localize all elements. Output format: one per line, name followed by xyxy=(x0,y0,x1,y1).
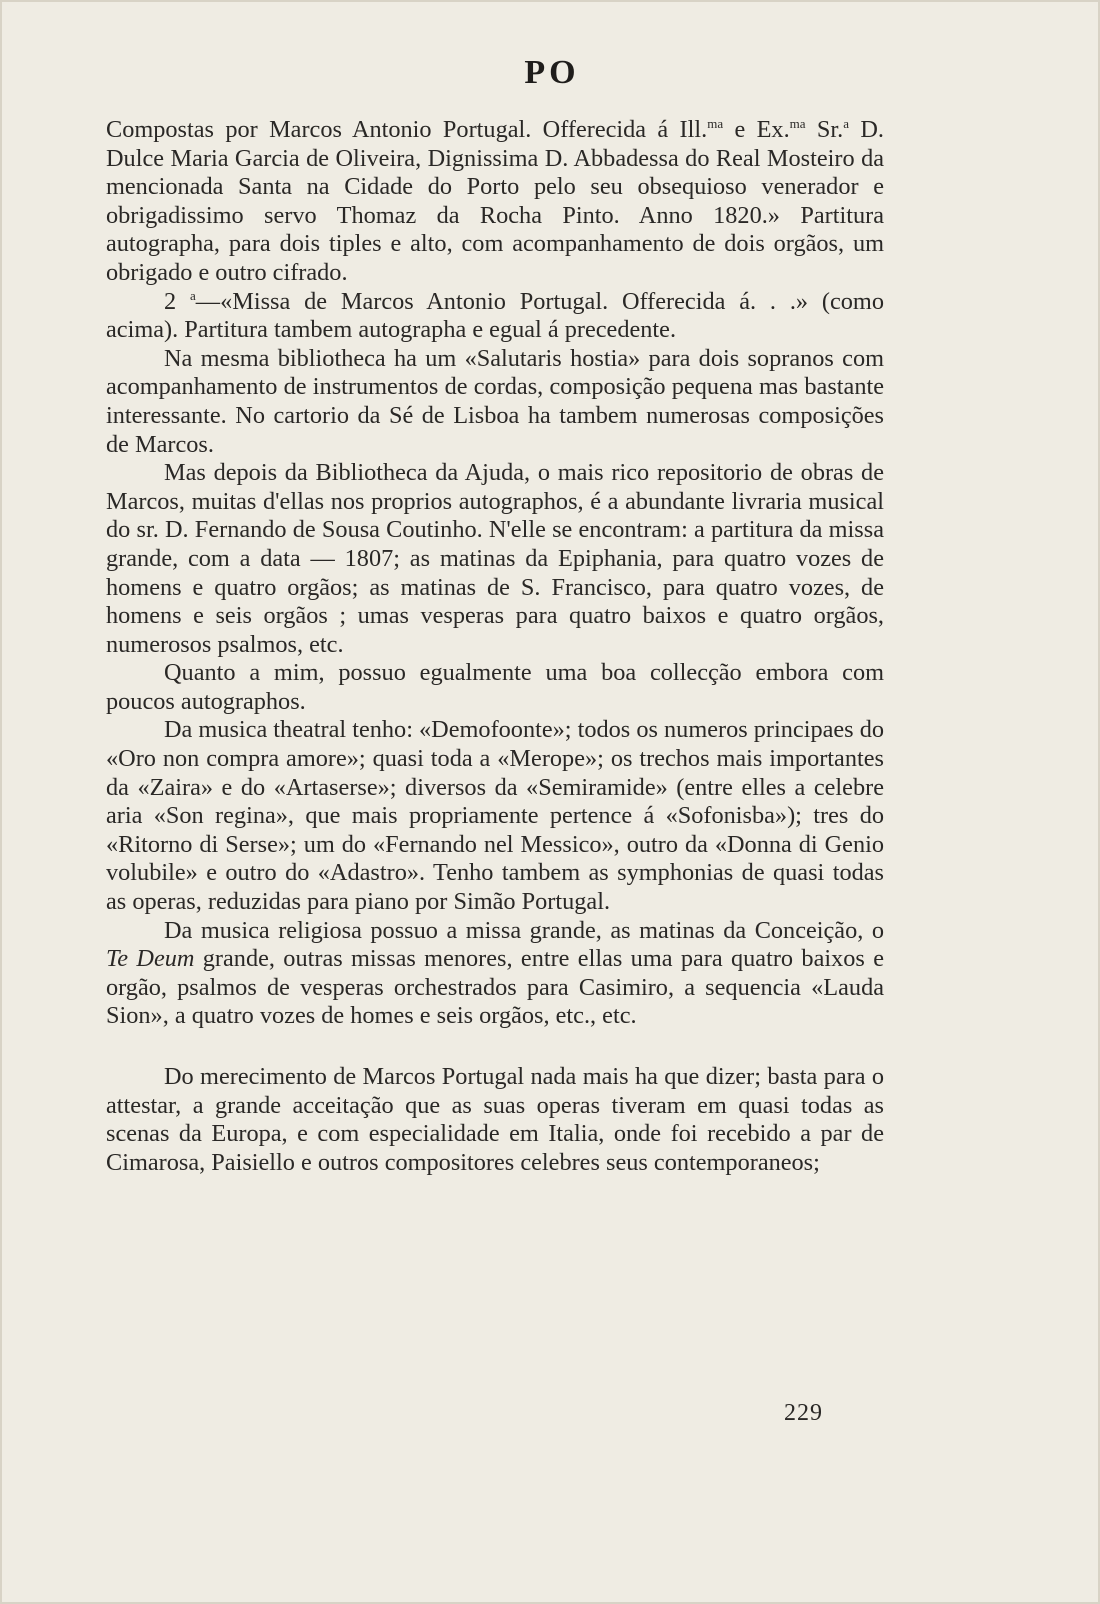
text-span: D. Dulce Maria Garcia de Oliveira, Dignissima D. Abbadessa do Real Mosteiro da mencionada Santa na Cidade do Porto pelo seu obsequioso venerador e obrigadissimo servo Thomaz da Rocha Pinto. Anno 1820.» Partitura autographa, para dois tiples e alto, com acompanhamento de dois orgãos, um obrigado e outro cifrado. xyxy=(106,116,884,286)
body-text xyxy=(106,116,884,1177)
text-span: grande, outras missas menores, entre ellas uma para quatro baixos e orgão, psalmos de vesperas orchestrados para Casimiro, a sequencia «Lauda Sion», a quatro vozes de homes e seis orgãos, etc., etc. xyxy=(106,945,884,1030)
paragraph-p6: Da musica theatral tenho: «Demofoonte»; todos os numeros principaes do «Oro non compra amore»; quasi toda a «Merope»; os trechos mais importantes da «Zaira» e do «Artaserse»; diversos da «Semiramide» (entre elles a celebre aria «Son regina», que mais propriamente pertence á «Sofonisba»); tres do «Ritorno di Serse»; um do «Fernando nel Messico», outro da «Donna di Genio volubile» e outro do «Adastro». Tenho tambem as symphonias de quasi todas as operas, reduzidas para piano por Simão Portugal. xyxy=(106,716,884,916)
paragraph-p7 xyxy=(106,917,884,1031)
superscript: ma xyxy=(789,116,806,131)
paragraph-p8: Do merecimento de Marcos Portugal nada mais ha que dizer; basta para o attestar, a grande acceitação que as suas operas tiveram em quasi todas as scenas da Europa, e com especialidade em Italia, onde foi recebido a par de Cimarosa, Paisiello e outros compositores celebres seus contemporaneos; xyxy=(106,1063,884,1176)
italic-title: Te Deum xyxy=(106,945,195,973)
superscript: a xyxy=(843,116,850,131)
running-head: PO xyxy=(524,54,580,91)
text-span: Sr. xyxy=(805,116,844,143)
page-number: 229 xyxy=(784,1400,823,1426)
text-span: Compostas por Marcos Antonio Portugal. Offerecida á Ill. xyxy=(106,116,708,143)
paragraph-p4: Mas depois da Bibliotheca da Ajuda, o mais rico repositorio de obras de Marcos, muitas d'ellas nos proprios autographos, é a abundante livraria musical do sr. D. Fernando de Sousa Coutinho. N'elle se encontram: a partitura da missa grande, com a data — 1807; as matinas da Epiphania, para quatro vozes de homens e quatro orgãos; as matinas de S. Francisco, para quatro vozes, de homens e seis orgãos ; umas vesperas para quatro baixos e quatro orgãos, numerosos psalmos, etc. xyxy=(106,459,884,658)
section-gap xyxy=(106,1031,884,1063)
text-span: Da musica religiosa possuo a missa grande, as matinas da Conceição, o xyxy=(164,916,884,944)
paragraph-p5: Quanto a mim, possuo egualmente uma boa collecção embora com poucos autographos. xyxy=(106,659,884,715)
text-span: —«Missa de Marcos Antonio Portugal. Offerecida á. . .» (como acima). Partitura tambem autographa e egual á precedente. xyxy=(106,287,884,344)
text-span: 2 xyxy=(164,287,190,315)
text-span: e Ex. xyxy=(723,116,790,143)
superscript: a xyxy=(190,287,196,303)
paragraph-p1 xyxy=(106,116,884,288)
paragraph-p2 xyxy=(106,288,884,345)
superscript: ma xyxy=(707,116,724,131)
paragraph-p3: Na mesma bibliotheca ha um «Salutaris hostia» para dois sopranos com acompanhamento de instrumentos de cordas, composição pequena mas bastante interessante. No cartorio da Sé de Lisboa ha tambem numerosas composições de Marcos. xyxy=(106,344,884,458)
